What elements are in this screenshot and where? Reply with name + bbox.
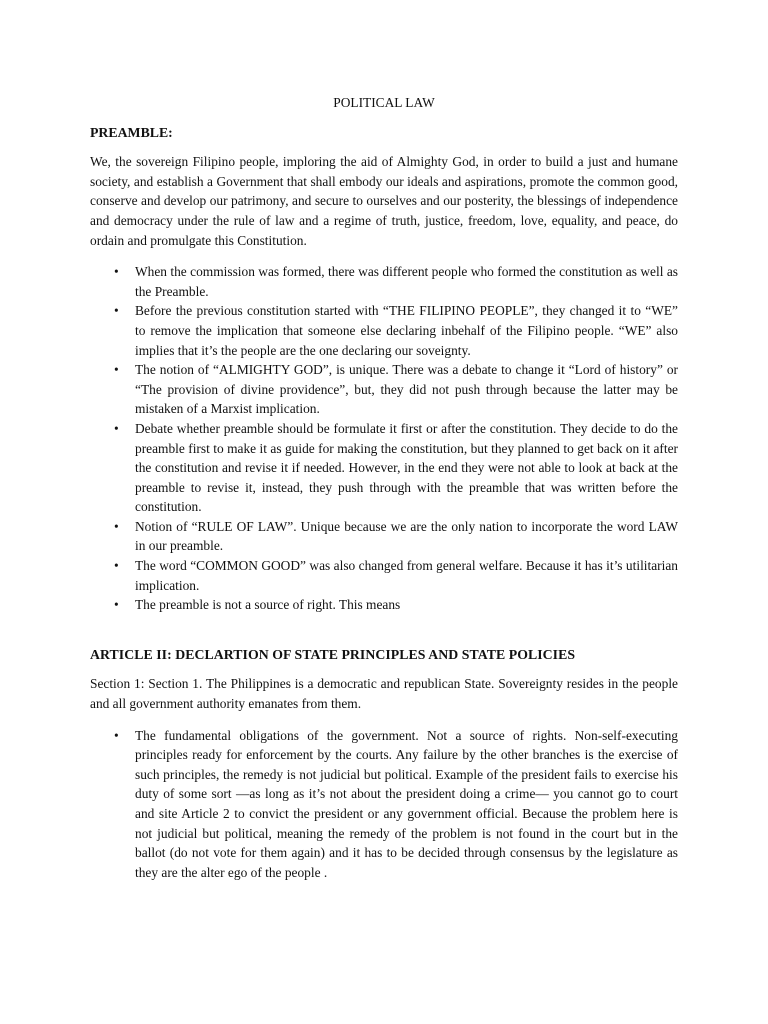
section-1-text: Section 1: Section 1. The Philippines is a democratic and republican State. Sovereignty resides in the people and all government authority emanates from them.	[90, 676, 678, 712]
bullet-icon: •	[114, 518, 119, 534]
list-item	[90, 419, 678, 517]
list-item-text: Debate whether preamble should be formulate it first or after the constitution. They decide to do the preamble first to make it as guide for making the constitution, but they planned to get back on it after the constitution and revise it if needed. However, in the end they were not able to look at back at the preamble to revise it, instead, they push through with the preamble that was written before the constitution.	[135, 420, 678, 515]
preamble-bullet-list	[90, 262, 678, 615]
bullet-icon: •	[114, 420, 119, 436]
list-item	[90, 517, 678, 556]
bullet-icon: •	[114, 264, 119, 280]
list-item-text: The word “COMMON GOOD” was also changed from general welfare. Because it has it’s utilitarian implication.	[135, 558, 678, 593]
list-item-text: Before the previous constitution started with “THE FILIPINO PEOPLE”, they changed it to “WE” to remove the implication that someone else declaring inbehalf of the Filipino people. “WE” also implies that it’s the people are the one declaring our soveignty.	[135, 303, 678, 358]
list-item	[90, 726, 678, 883]
list-item	[90, 262, 678, 301]
bullet-icon: •	[114, 558, 119, 574]
list-item	[90, 301, 678, 360]
preamble-heading: PREAMBLE:	[90, 124, 173, 140]
article-ii-bullet-list	[90, 726, 678, 883]
list-item-text: When the commission was formed, there was different people who formed the constitution as well as the Preamble.	[135, 264, 678, 299]
list-item	[90, 556, 678, 595]
list-item-text: Notion of “RULE OF LAW”. Unique because we are the only nation to incorporate the word LAW in our preamble.	[135, 518, 678, 554]
bullet-icon: •	[114, 303, 119, 319]
bullet-icon: •	[114, 727, 119, 743]
list-item-text: The preamble is not a source of right. This means	[135, 597, 401, 613]
preamble-text: We, the sovereign Filipino people, imploring the aid of Almighty God, in order to build a just and humane society, and establish a Government that shall embody our ideals and aspirations, promote the common good, conserve and develop our patrimony, and secure to ourselves and our posterity, the blessings of independence and democracy under the rule of law and a regime of truth, justice, freedom, love, equality, and peace, do ordain and promulgate this Constitution.	[90, 154, 678, 248]
list-item-text: The fundamental obligations of the government. Not a source of rights. Non-self-executing principles ready for enforcement by the courts. Any failure by the other branches is the exercise of such principles, the remedy is not judicial but political. Example of the president fails to exercise his duty of some sort —as long as it’s not about the president doing a crime— you cannot go to court and site Article 2 to convict the president or any government official. Because the problem here is not judicial but political, meaning the remedy of the problem is not found in the court but in the ballot (do not vote for them again) and it has to be decided through consensus by the legislature as they are the alter ego of the people .	[135, 727, 678, 880]
document-page	[90, 93, 678, 882]
list-item-text: The notion of “ALMIGHTY GOD”, is unique. There was a debate to change it “Lord of history” or “The provision of divine providence”, but, they did not push through because the latter may be mistaken of a Marxist implication.	[135, 362, 678, 417]
section-spacer	[90, 615, 678, 645]
document-title: POLITICAL LAW	[333, 95, 435, 110]
list-item	[90, 595, 678, 615]
bullet-icon: •	[114, 362, 119, 378]
list-item	[90, 360, 678, 419]
bullet-icon: •	[114, 597, 119, 613]
article-ii-heading: ARTICLE II: DECLARTION OF STATE PRINCIPLES AND STATE POLICIES	[90, 646, 576, 662]
